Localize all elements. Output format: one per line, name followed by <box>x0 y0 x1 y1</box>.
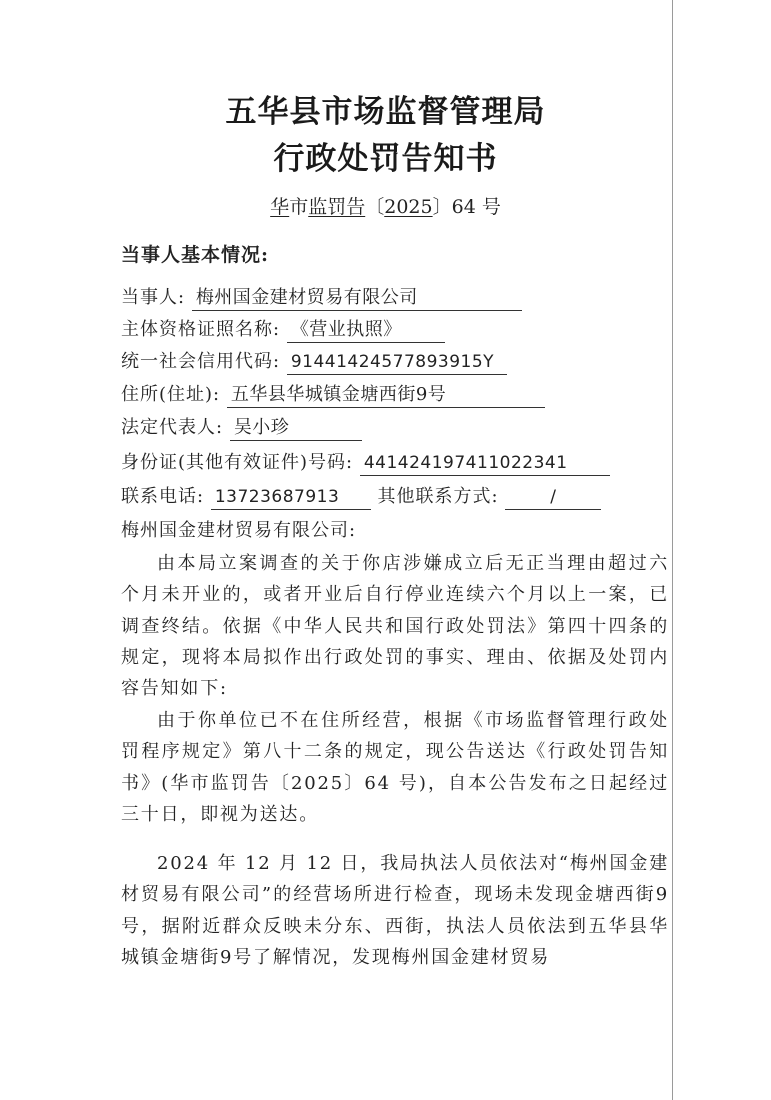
address-value: 五华县华城镇金塘西街9号 <box>227 383 545 408</box>
credit-code-label: 统一社会信用代码: <box>121 351 281 372</box>
license-value: 《营业执照》 <box>287 318 445 343</box>
docno-mid1: 市 <box>289 196 309 218</box>
addressee: 梅州国金建材贸易有限公司: <box>121 520 357 541</box>
legal-rep-label: 法定代表人: <box>121 417 224 438</box>
other-contact-value: / <box>505 485 601 510</box>
id-number-label: 身份证(其他有效证件)号码: <box>121 452 354 473</box>
phone-value: 13723687913 <box>211 485 371 510</box>
party-name-row <box>121 283 522 311</box>
docno-bracket-close: 〕 <box>432 196 452 218</box>
body-paragraph-1: 由本局立案调查的关于你店涉嫌成立后无正当理由超过六个月未开业的，或者开业后自行停业连续六个月以上一案，已调查终结。依据《中华人民共和国行政处罚法》第四十四条的规定，现将本局拟作出行政处罚的事实、理由、依据及处罚内容告知如下: <box>121 553 669 700</box>
license-label: 主体资格证照名称: <box>121 319 281 340</box>
credit-code-value: 91441424577893915Y <box>287 350 507 375</box>
document-number <box>0 192 771 219</box>
body-paragraph-3: 2024 年 12 月 12 日，我局执法人员依法对“梅州国金建材贸易有限公司”的经营场所进行检查，现场未发现金塘西街9号，据附近群众反映未分东、西街，执法人员依法到五华县华城镇金塘街9号了解情况，发现梅州国金建材贸易 <box>121 853 669 968</box>
docno-year: 2025 <box>384 196 433 218</box>
address-row <box>121 380 545 408</box>
phone-label: 联系电话: <box>121 486 205 507</box>
docno-number: 64 号 <box>451 196 501 218</box>
body-paragraph-2: 由于你单位已不在住所经营，根据《市场监督管理行政处罚程序规定》第八十二条的规定，现公告送达《行政处罚告知书》(华市监罚告〔2025〕64 号)，自本公告发布之日起经过三十日，即视为送达。 <box>121 710 669 825</box>
docno-prefix: 华 <box>270 196 290 218</box>
party-info-heading: 当事人基本情况: <box>121 244 270 266</box>
id-number-row <box>121 448 610 476</box>
other-contact-label: 其他联系方式: <box>377 486 499 507</box>
address-label: 住所(住址): <box>121 384 221 405</box>
id-number-value: 441424197411022341 <box>360 451 610 476</box>
docno-bracket-open: 〔 <box>365 196 385 218</box>
docno-mid2: 监罚告 <box>308 196 366 218</box>
legal-rep-row <box>121 413 362 441</box>
license-row <box>121 315 445 343</box>
party-name-value: 梅州国金建材贸易有限公司 <box>192 286 522 311</box>
agency-title: 五华县市场监督管理局 <box>225 94 546 130</box>
credit-code-row <box>121 347 507 375</box>
contact-row <box>121 482 601 510</box>
document-title: 行政处罚告知书 <box>273 141 498 177</box>
party-name-label: 当事人: <box>121 287 186 308</box>
legal-rep-value: 吴小珍 <box>230 416 362 441</box>
